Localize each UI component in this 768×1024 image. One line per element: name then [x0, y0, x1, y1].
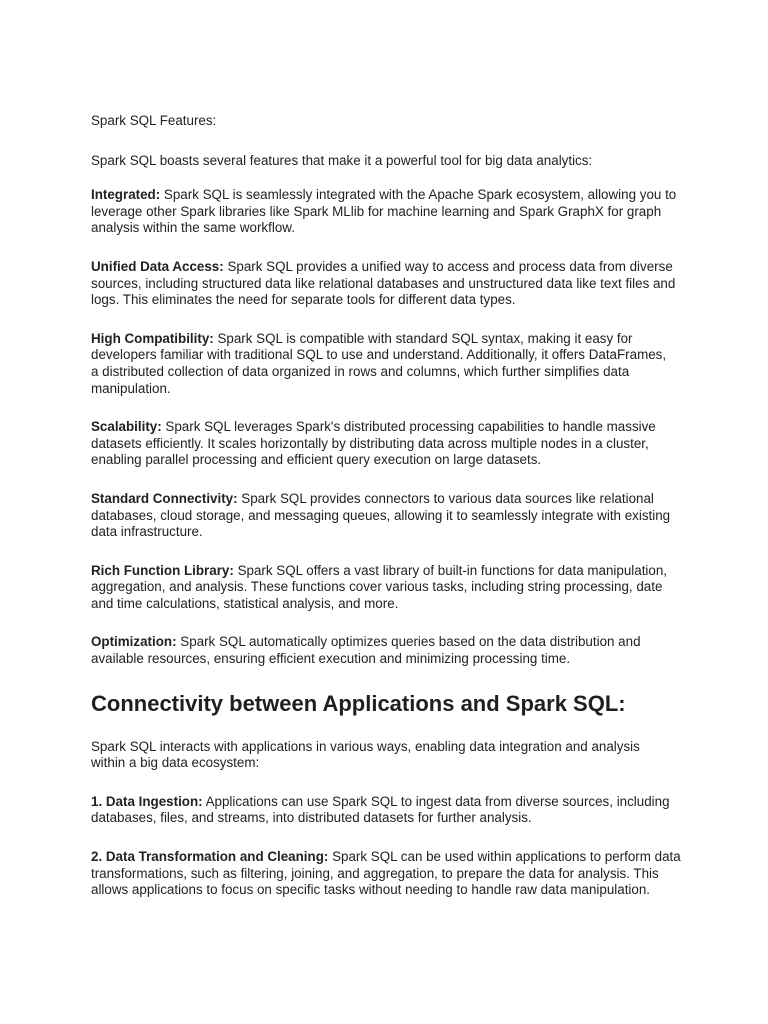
feature-text: Spark SQL provides connectors to various data sources like relational databases, cloud storage, and messaging queues, allowing it to seamlessly integrate with existing data infrastructure.	[91, 490, 671, 540]
connectivity-item-data-ingestion	[91, 794, 671, 827]
feature-standard-connectivity	[91, 491, 681, 541]
features-intro: Spark SQL boasts several features that make it a powerful tool for big data analytics:	[91, 152, 593, 168]
connectivity-item-data-transformation	[91, 849, 686, 899]
connectivity-heading: Connectivity between Applications and Spark SQL:	[91, 690, 626, 716]
document-page	[91, 113, 691, 899]
section-label: Spark SQL Features:	[91, 113, 217, 128]
feature-term: Unified Data Access:	[91, 258, 224, 274]
feature-text: Spark SQL provides a unified way to access and process data from diverse sources, including structured data like relational databases and unstructured data like text files and logs. This eliminates the need for separate tools for different data types.	[91, 258, 676, 308]
feature-text: Spark SQL leverages Spark's distributed processing capabilities to handle massive datasets efficiently. It scales horizontally by distributing data across multiple nodes in a cluster, enabling parallel processing and efficient query execution on large datasets.	[91, 419, 656, 468]
feature-high-compatibility	[91, 331, 676, 397]
connectivity-text: Applications can use Spark SQL to ingest data from diverse sources, including databases, files, and streams, into distributed datasets for further analysis.	[91, 793, 670, 826]
feature-text: Spark SQL is compatible with standard SQL syntax, making it easy for developers familiar with traditional SQL to use and understand. Additionally, it offers DataFrames, a distributed collection of data organized in rows and columns, which further simplifies data manipulation.	[91, 330, 667, 396]
feature-unified-data-access	[91, 259, 681, 309]
connectivity-term: 1. Data Ingestion:	[91, 793, 203, 809]
feature-term: Standard Connectivity:	[91, 490, 238, 506]
connectivity-intro: Spark SQL interacts with applications in various ways, enabling data integration and analysis within a big data ecosystem:	[91, 738, 640, 771]
feature-term: Integrated:	[91, 187, 161, 203]
feature-text: Spark SQL offers a vast library of built-in functions for data manipulation, aggregation, and analysis. These functions cover various tasks, including string processing, date and time calculations, statistical analysis, and more.	[91, 562, 668, 611]
feature-optimization	[91, 634, 681, 667]
feature-scalability	[91, 419, 681, 469]
connectivity-text: Spark SQL can be used within applications to perform data transformations, such as filtering, joining, and aggregation, to prepare the data for analysis. This allows applications to focus on specific tasks without needing to handle raw data manipulation.	[91, 849, 681, 898]
feature-integrated	[91, 187, 681, 237]
feature-term: Rich Function Library:	[91, 562, 234, 578]
feature-text: Spark SQL is seamlessly integrated with the Apache Spark ecosystem, allowing you to leverage other Spark libraries like Spark MLlib for machine learning and Spark GraphX for graph analysis within the same workflow.	[91, 187, 677, 236]
feature-text: Spark SQL automatically optimizes queries based on the data distribution and available resources, ensuring efficient execution and minimizing processing time.	[91, 634, 641, 667]
feature-term: Optimization:	[91, 634, 177, 650]
connectivity-term: 2. Data Transformation and Cleaning:	[91, 849, 329, 865]
feature-term: High Compatibility:	[91, 330, 214, 346]
feature-rich-function-library	[91, 563, 671, 613]
feature-term: Scalability:	[91, 419, 162, 435]
